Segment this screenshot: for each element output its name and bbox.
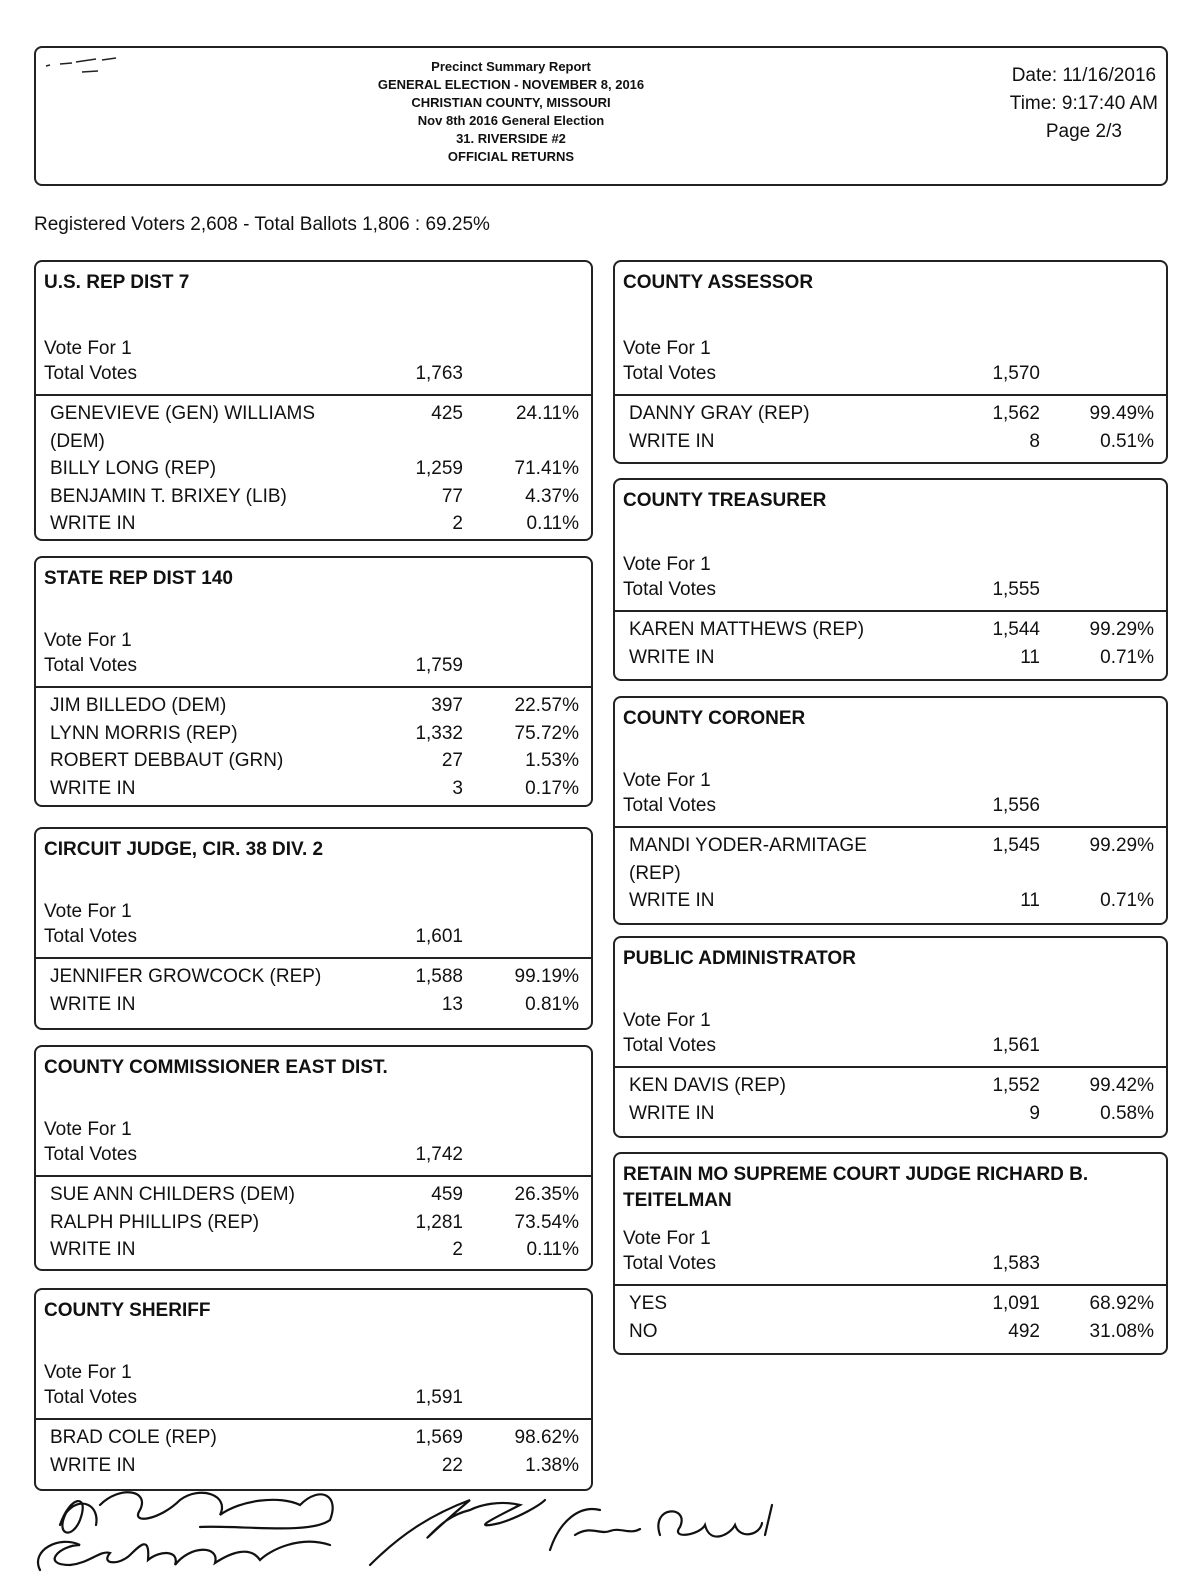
contest-title: COUNTY SHERIFF <box>44 1300 211 1321</box>
contest-title: COUNTY COMMISSIONER EAST DIST. <box>44 1057 388 1078</box>
candidate-percent: 0.17% <box>525 777 579 799</box>
candidate-votes: 22 <box>441 1454 463 1476</box>
total-votes-value: 1,570 <box>992 363 1040 384</box>
total-votes-value: 1,759 <box>415 655 463 676</box>
candidate-row <box>629 887 1154 915</box>
candidate-list <box>629 1290 1154 1345</box>
report-title-block <box>286 58 736 166</box>
vote-for-label: Vote For 1 <box>44 630 132 651</box>
divider <box>615 1066 1166 1068</box>
candidate-row <box>50 1424 579 1452</box>
total-votes-label: Total Votes <box>623 363 716 384</box>
candidate-name: ROBERT DEBBAUT (GRN) <box>50 750 284 771</box>
contest-box <box>613 478 1168 681</box>
candidate-votes: 459 <box>431 1184 463 1205</box>
candidate-votes: 11 <box>1020 890 1040 911</box>
candidate-percent: 0.11% <box>526 1239 579 1260</box>
total-votes-label: Total Votes <box>623 795 716 816</box>
total-votes-value: 1,763 <box>415 363 463 384</box>
candidate-percent: 22.57% <box>514 695 579 716</box>
candidate-percent: 99.19% <box>514 966 579 987</box>
candidate-votes: 1,091 <box>992 1293 1040 1314</box>
candidate-list <box>629 1072 1154 1127</box>
candidate-votes: 1,259 <box>415 458 463 479</box>
report-meta <box>1010 62 1158 146</box>
vote-for-label: Vote For 1 <box>44 1362 132 1383</box>
candidate-name: YES <box>629 1293 668 1314</box>
candidate-votes: 1,281 <box>415 1211 463 1233</box>
candidate-row <box>50 991 579 1019</box>
candidate-name: WRITE IN <box>629 890 715 911</box>
candidate-percent: 0.81% <box>525 993 579 1015</box>
candidate-percent: 24.11% <box>515 403 579 424</box>
candidate-percent: 68.92% <box>1089 1293 1154 1314</box>
candidate-row <box>50 1236 579 1264</box>
candidate-row <box>50 747 579 775</box>
candidate-list <box>629 832 1154 915</box>
candidate-name: BENJAMIN T. BRIXEY (LIB) <box>50 485 287 507</box>
candidate-row <box>629 1290 1154 1318</box>
candidate-row <box>629 428 1154 456</box>
report-header <box>34 46 1168 186</box>
vote-for-label: Vote For 1 <box>623 1228 711 1249</box>
candidate-percent: 99.29% <box>1089 619 1154 640</box>
candidate-list <box>629 400 1154 455</box>
total-votes-value: 1,742 <box>415 1144 463 1165</box>
vote-for-label: Vote For 1 <box>44 1119 132 1140</box>
candidate-percent: 0.58% <box>1100 1102 1154 1124</box>
divider <box>615 394 1166 396</box>
candidate-votes: 397 <box>431 695 463 716</box>
vote-for-label: Vote For 1 <box>623 770 711 791</box>
candidate-row <box>50 1209 579 1237</box>
candidate-votes: 77 <box>441 485 463 507</box>
total-votes-label: Total Votes <box>623 1035 716 1056</box>
candidate-row <box>629 832 1154 887</box>
contest-title: COUNTY ASSESSOR <box>623 272 814 293</box>
candidate-row <box>50 1181 579 1209</box>
candidate-votes: 3 <box>452 777 463 799</box>
candidate-votes: 1,544 <box>992 619 1040 640</box>
candidate-name: KAREN MATTHEWS (REP) <box>629 619 865 640</box>
candidate-row <box>50 510 579 538</box>
candidate-percent: 1.53% <box>525 750 579 771</box>
total-votes-value: 1,583 <box>992 1253 1040 1274</box>
candidate-name: DANNY GRAY (REP) <box>629 403 810 424</box>
candidate-votes: 1,545 <box>992 835 1040 856</box>
contest-box <box>34 1288 593 1491</box>
divider <box>36 394 591 396</box>
candidate-row <box>50 400 579 455</box>
total-votes-label: Total Votes <box>44 1387 137 1408</box>
candidate-name: MANDI YODER-ARMITAGE (REP) <box>629 835 867 884</box>
candidate-votes: 2 <box>452 513 463 534</box>
candidate-name: RALPH PHILLIPS (REP) <box>50 1211 260 1233</box>
contest-box <box>613 260 1168 464</box>
contest-title: STATE REP DIST 140 <box>44 568 233 589</box>
candidate-list <box>50 692 579 802</box>
registered-voters-summary: Registered Voters 2,608 - Total Ballots 1,806 : 69.25% <box>34 214 490 235</box>
candidate-percent: 71.41% <box>514 458 579 479</box>
candidate-row <box>629 1318 1154 1346</box>
candidate-name: WRITE IN <box>629 646 715 668</box>
vote-for-label: Vote For 1 <box>623 554 711 575</box>
candidate-percent: 0.71% <box>1100 646 1154 668</box>
candidate-name: JENNIFER GROWCOCK (REP) <box>50 966 322 987</box>
contest-box <box>613 1152 1168 1355</box>
candidate-percent: 1.38% <box>525 1454 579 1476</box>
candidate-percent: 73.54% <box>514 1211 579 1233</box>
candidate-name: LYNN MORRIS (REP) <box>50 722 238 744</box>
contest-box <box>34 1045 593 1271</box>
candidate-name: WRITE IN <box>50 513 136 534</box>
candidate-row <box>50 720 579 748</box>
candidate-percent: 98.62% <box>514 1427 579 1448</box>
candidate-list <box>50 1181 579 1264</box>
candidate-name: SUE ANN CHILDERS (DEM) <box>50 1184 295 1205</box>
total-votes-label: Total Votes <box>44 655 137 676</box>
candidate-votes: 13 <box>441 993 463 1015</box>
candidate-votes: 27 <box>441 750 463 771</box>
total-votes-value: 1,556 <box>992 795 1040 816</box>
candidate-row <box>50 775 579 803</box>
total-votes-label: Total Votes <box>44 363 137 384</box>
candidate-row <box>629 1072 1154 1100</box>
candidate-percent: 75.72% <box>514 722 579 744</box>
contest-box <box>34 260 593 541</box>
candidate-name: BRAD COLE (REP) <box>50 1427 217 1448</box>
vote-for-label: Vote For 1 <box>623 338 711 359</box>
contest-title: CIRCUIT JUDGE, CIR. 38 DIV. 2 <box>44 839 324 860</box>
candidate-row <box>629 616 1154 644</box>
candidate-name: GENEVIEVE (GEN) WILLIAMS (DEM) <box>50 403 315 452</box>
total-votes-value: 1,601 <box>415 926 463 947</box>
candidate-percent: 4.37% <box>525 485 579 507</box>
candidate-name: WRITE IN <box>50 1454 136 1476</box>
contest-title: U.S. REP DIST 7 <box>44 272 190 293</box>
candidate-votes: 492 <box>1008 1320 1040 1342</box>
total-votes-label: Total Votes <box>44 926 137 947</box>
candidate-votes: 9 <box>1029 1102 1040 1124</box>
total-votes-value: 1,591 <box>415 1387 463 1408</box>
candidate-list <box>50 400 579 538</box>
candidate-votes: 1,332 <box>415 722 463 744</box>
election-date-label: Nov 8th 2016 General Election <box>417 113 605 128</box>
contest-box <box>613 696 1168 925</box>
total-votes-label: Total Votes <box>44 1144 137 1165</box>
county-name: CHRISTIAN COUNTY, MISSOURI <box>411 95 611 110</box>
candidate-percent: 26.35% <box>514 1184 579 1205</box>
candidate-votes: 8 <box>1029 430 1040 452</box>
signatures-image <box>0 1465 800 1585</box>
divider <box>36 957 591 959</box>
candidate-list <box>50 963 579 1018</box>
divider <box>36 1418 591 1420</box>
candidate-percent: 99.42% <box>1089 1075 1154 1096</box>
candidate-percent: 99.49% <box>1089 403 1154 424</box>
candidate-name: WRITE IN <box>50 1239 136 1260</box>
candidate-percent: 0.11% <box>526 513 579 534</box>
candidate-name: JIM BILLEDO (DEM) <box>50 695 227 716</box>
divider <box>615 826 1166 828</box>
contest-box <box>34 556 593 807</box>
candidate-votes: 425 <box>431 403 463 424</box>
vote-for-label: Vote For 1 <box>44 338 132 359</box>
total-votes-value: 1,561 <box>992 1035 1040 1056</box>
candidate-row <box>50 692 579 720</box>
contest-box <box>613 936 1168 1138</box>
election-name: GENERAL ELECTION - NOVEMBER 8, 2016 <box>377 77 645 92</box>
total-votes-label: Total Votes <box>623 1253 716 1274</box>
candidate-name: WRITE IN <box>629 430 715 452</box>
contest-title: COUNTY CORONER <box>623 708 806 729</box>
candidate-row <box>629 1100 1154 1128</box>
candidate-row <box>50 963 579 991</box>
candidate-votes: 11 <box>1020 646 1040 668</box>
candidate-percent: 99.29% <box>1089 835 1154 856</box>
contest-title: PUBLIC ADMINISTRATOR <box>623 948 856 969</box>
candidate-name: BILLY LONG (REP) <box>50 458 217 479</box>
candidate-percent: 0.51% <box>1100 430 1154 452</box>
candidate-row <box>50 455 579 483</box>
candidate-name: WRITE IN <box>629 1102 715 1124</box>
vote-for-label: Vote For 1 <box>44 901 132 922</box>
candidate-list <box>629 616 1154 671</box>
vote-for-label: Vote For 1 <box>623 1010 711 1031</box>
candidate-percent: 0.71% <box>1100 890 1154 911</box>
candidate-name: NO <box>629 1320 658 1342</box>
returns-type: OFFICIAL RETURNS <box>447 149 575 164</box>
candidate-name: WRITE IN <box>50 993 136 1015</box>
candidate-row <box>50 483 579 511</box>
report-date: Date: 11/16/2016 <box>1011 65 1157 86</box>
candidate-votes: 1,588 <box>415 966 463 987</box>
total-votes-value: 1,555 <box>992 579 1040 600</box>
contest-title: COUNTY TREASURER <box>623 490 827 511</box>
divider <box>615 1284 1166 1286</box>
contest-title: RETAIN MO SUPREME COURT JUDGE RICHARD B. TEITELMAN <box>623 1164 1089 1211</box>
divider <box>615 610 1166 612</box>
contest-box <box>34 827 593 1030</box>
page-number: Page 2/3 <box>1045 121 1122 142</box>
report-title: Precinct Summary Report <box>431 59 591 74</box>
total-votes-label: Total Votes <box>623 579 716 600</box>
candidate-name: KEN DAVIS (REP) <box>629 1075 786 1096</box>
divider <box>36 1175 591 1177</box>
divider <box>36 686 591 688</box>
precinct-name: 31. RIVERSIDE #2 <box>456 131 566 146</box>
candidate-votes: 1,569 <box>415 1427 463 1448</box>
candidate-row <box>629 400 1154 428</box>
candidate-votes: 1,562 <box>992 403 1040 424</box>
candidate-votes: 2 <box>452 1239 463 1260</box>
candidate-name: WRITE IN <box>50 777 136 799</box>
candidate-row <box>629 644 1154 672</box>
candidate-votes: 1,552 <box>992 1075 1040 1096</box>
candidate-percent: 31.08% <box>1089 1320 1154 1342</box>
header-mark-icon <box>42 52 132 82</box>
report-time: Time: 9:17:40 AM <box>1009 93 1158 114</box>
